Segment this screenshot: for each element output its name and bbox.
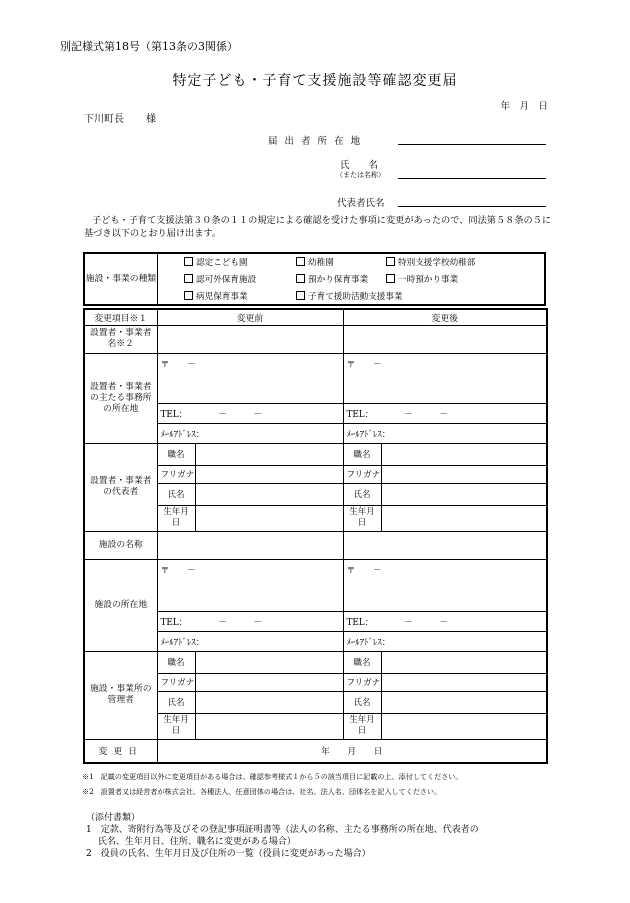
row-label-change-date: 変更日 [84, 739, 157, 763]
row-label-representative: 設置者・事業者の代表者 [84, 443, 157, 531]
facility-type-options [158, 253, 546, 305]
operator-name-before[interactable] [157, 325, 343, 353]
facility-email-before[interactable]: ﾒｰﾙｱﾄﾞﾚｽ： [157, 631, 343, 651]
rep-name-label-after: 氏名 [343, 483, 381, 505]
mgr-position-before[interactable] [195, 651, 343, 673]
facility-tel-before[interactable]: TEL： － － [157, 611, 343, 631]
applicant-name-field[interactable] [398, 178, 546, 179]
document-title: 特定子ども・子育て支援施設等確認変更届 [172, 73, 458, 89]
representative-label: 代表者氏名 [337, 198, 385, 209]
checkbox-icon [296, 274, 305, 283]
option-azukari-hoiku[interactable]: 預かり保育事業 [296, 273, 386, 285]
operator-name-after[interactable] [343, 325, 547, 353]
mgr-birthdate-after[interactable] [381, 713, 547, 739]
row-label-facility-address: 施設の所在地 [84, 559, 157, 651]
checkbox-icon [184, 291, 193, 300]
option-ichiji-azukari[interactable]: 一時預かり事業 [386, 273, 516, 285]
submission-date[interactable]: 年 月 日 [500, 101, 548, 112]
operator-office-email-after[interactable]: ﾒｰﾙｱﾄﾞﾚｽ： [343, 423, 547, 443]
facility-name-after[interactable] [343, 531, 547, 559]
mgr-birthdate-label-after: 生年月日 [343, 713, 381, 739]
mgr-furigana-label-after: フリガナ [343, 673, 381, 691]
applicant-address-field[interactable] [398, 144, 546, 145]
operator-office-tel-after[interactable]: TEL： － － [343, 403, 547, 423]
row-label-operator-name: 設置者・事業者名※２ [84, 325, 157, 353]
col-header-after: 変更後 [343, 309, 547, 325]
checkbox-icon [386, 274, 395, 283]
form-reference: 別記様式第18号（第13条の3関係） [60, 40, 238, 53]
option-youchien[interactable]: 幼稚園 [296, 256, 386, 268]
operator-office-email-before[interactable]: ﾒｰﾙｱﾄﾞﾚｽ： [157, 423, 343, 443]
applicant-address-label: 届 出 者 所 在 地 [268, 136, 363, 147]
checkbox-icon [296, 291, 305, 300]
operator-office-postal-after[interactable]: 〒 － [343, 353, 547, 403]
facility-tel-after[interactable]: TEL： － － [343, 611, 547, 631]
operator-office-tel-before[interactable]: TEL： － － [157, 403, 343, 423]
applicant-name-label: 氏 名 [340, 160, 379, 171]
attachment-item-1: 1 定款、寄附行為等及びその登記事項証明書等（法人の名称、主たる事務所の所在地、代表者の [86, 825, 479, 835]
checkbox-icon [386, 257, 395, 266]
attachments-title: （添付書類） [86, 813, 141, 823]
addressee-name: 下川町長 [84, 114, 124, 125]
mgr-position-after[interactable] [381, 651, 547, 673]
mgr-birthdate-before[interactable] [195, 713, 343, 739]
facility-type-table [83, 252, 546, 306]
row-label-operator-office: 設置者・事業者の主たる事務所の所在地 [84, 353, 157, 443]
rep-furigana-after[interactable] [381, 465, 547, 483]
mgr-birthdate-label-before: 生年月日 [157, 713, 195, 739]
facility-postal-after[interactable]: 〒 － [343, 559, 547, 611]
attachment-item-1-cont: 氏名、生年月日、住所、職名に変更がある場合） [86, 837, 296, 847]
note-2: ※2 設置者又は経営者が株式会社、各種法人、任意団体の場合は、社名、法人名、団体名を記入してください。 [82, 787, 442, 796]
representative-name-field[interactable] [398, 206, 546, 207]
applicant-name-sub: （または名称） [336, 171, 385, 179]
rep-furigana-before[interactable] [195, 465, 343, 483]
mgr-name-after[interactable] [381, 691, 547, 713]
mgr-furigana-label-before: フリガナ [157, 673, 195, 691]
intro-text: 子ども・子育て支援法第３０条の１１の規定による確認を受けた事項に変更があったので、同法第５８条の５に基づき以下のとおり届け出ます。 [84, 215, 552, 239]
mgr-position-label-before: 職名 [157, 651, 195, 673]
honorific: 様 [146, 114, 156, 125]
rep-birthdate-label-before: 生年月日 [157, 505, 195, 531]
rep-birthdate-before[interactable] [195, 505, 343, 531]
option-ninkagai-hoiku[interactable]: 認可外保育施設 [184, 273, 296, 285]
mgr-position-label-after: 職名 [343, 651, 381, 673]
change-date-field[interactable]: 年 月 日 [157, 739, 547, 763]
option-nintei-kodomoen[interactable]: 認定こども園 [184, 256, 296, 268]
option-kosodate-enjo[interactable]: 子育て援助活動支援事業 [296, 290, 516, 302]
facility-name-before[interactable] [157, 531, 343, 559]
facility-email-after[interactable]: ﾒｰﾙｱﾄﾞﾚｽ： [343, 631, 547, 651]
mgr-furigana-after[interactable] [381, 673, 547, 691]
rep-birthdate-label-after: 生年月日 [343, 505, 381, 531]
rep-furigana-label-after: フリガナ [343, 465, 381, 483]
change-table [83, 308, 548, 764]
option-byouji-hoiku[interactable]: 病児保育事業 [184, 290, 296, 302]
operator-office-postal-before[interactable]: 〒 － [157, 353, 343, 403]
col-header-item: 変更項目※１ [84, 309, 157, 325]
rep-name-after[interactable] [381, 483, 547, 505]
rep-position-after[interactable] [381, 443, 547, 465]
rep-position-before[interactable] [195, 443, 343, 465]
rep-name-label-before: 氏名 [157, 483, 195, 505]
option-tokubetsu-shien[interactable]: 特別支援学校幼稚部 [386, 256, 516, 268]
checkbox-icon [184, 257, 193, 266]
note-1: ※1 記載の変更項目以外に変更項目がある場合は、確認参考様式１から５の該当項目に記載の上、添付してください。 [82, 772, 463, 781]
checkbox-icon [296, 257, 305, 266]
rep-position-label-after: 職名 [343, 443, 381, 465]
mgr-furigana-before[interactable] [195, 673, 343, 691]
rep-birthdate-after[interactable] [381, 505, 547, 531]
row-label-manager: 施設・事業所の管理者 [84, 651, 157, 739]
rep-furigana-label-before: フリガナ [157, 465, 195, 483]
facility-type-label: 施設・事業の種類 [84, 253, 158, 305]
facility-postal-before[interactable]: 〒 － [157, 559, 343, 611]
mgr-name-label-before: 氏名 [157, 691, 195, 713]
mgr-name-label-after: 氏名 [343, 691, 381, 713]
col-header-before: 変更前 [157, 309, 343, 325]
checkbox-icon [184, 274, 193, 283]
rep-position-label-before: 職名 [157, 443, 195, 465]
attachment-item-2: 2 役員の氏名、生年月日及び住所の一覧（役員に変更があった場合） [86, 849, 371, 859]
mgr-name-before[interactable] [195, 691, 343, 713]
addressee [84, 110, 156, 125]
row-label-facility-name: 施設の名称 [84, 531, 157, 559]
rep-name-before[interactable] [195, 483, 343, 505]
